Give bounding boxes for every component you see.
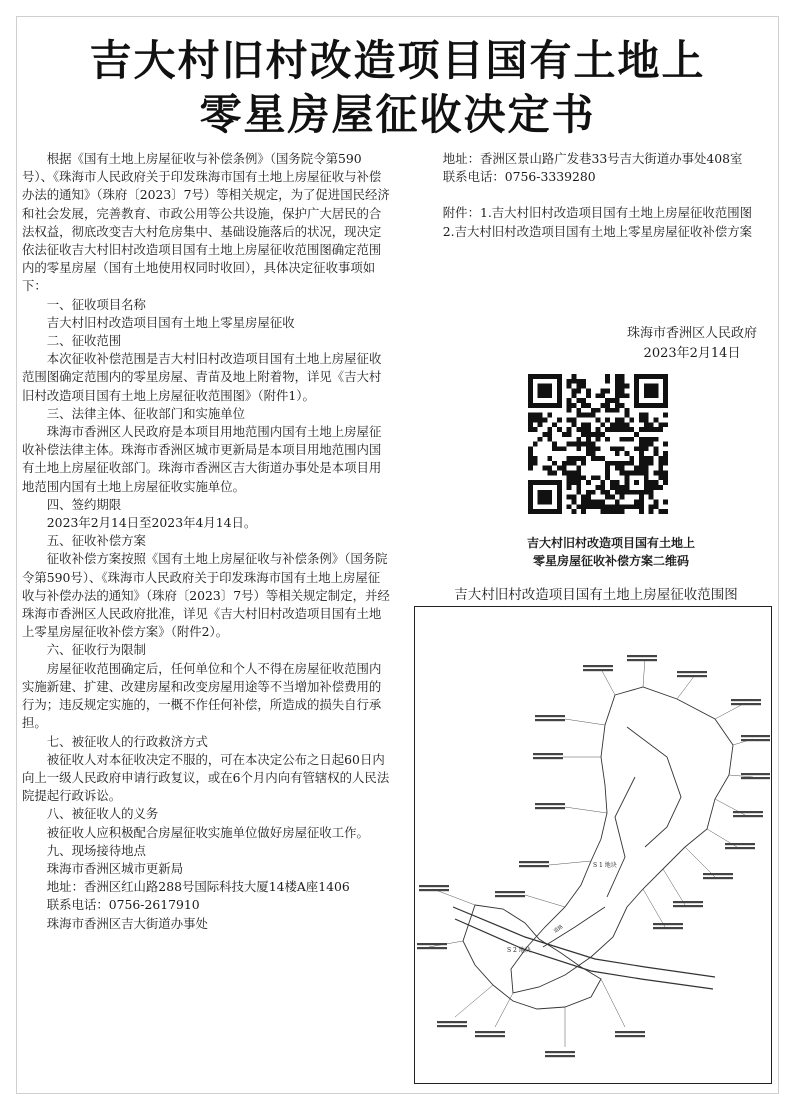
body-paragraph: 地址：香洲区红山路288号国际科技大厦14楼A座1406 bbox=[46, 879, 350, 895]
map-title: 吉大村旧村改造项目国有土地上房屋征收范围图 bbox=[454, 587, 738, 603]
parcel-s1-boundary bbox=[511, 687, 733, 993]
body-paragraph: 珠海市香洲区城市更新局 bbox=[46, 860, 184, 876]
attachment-1: 附件：1.吉大村旧村改造项目国有土地上房屋征收范围图 bbox=[442, 205, 752, 221]
section-heading: 八、被征收人的义务 bbox=[46, 806, 159, 822]
body-paragraph: 房屋征收范围确定后，任何单位和个人不得在房屋征收范围内实施新建、扩建、改建房屋和改变房屋用途等不当增加补偿费用的行为；违反规定实施的，一概不作任何补偿，所造成的损失自行承担。 bbox=[22, 660, 382, 731]
road-line bbox=[453, 907, 715, 977]
attachment-2: 2.吉大村旧村改造项目国有土地上零星房屋征收补偿方案 bbox=[442, 223, 752, 239]
expropriation-scope-map bbox=[414, 606, 772, 1084]
qr-caption-line1: 吉大村旧村改造项目国有土地上 bbox=[526, 536, 695, 550]
office-phone: 联系电话：0756-3339280 bbox=[442, 169, 596, 185]
section-heading: 七、被征收人的行政救济方式 bbox=[46, 733, 208, 749]
section-heading: 五、征收补偿方案 bbox=[46, 533, 146, 549]
section-heading: 三、法律主体、征收部门和实施单位 bbox=[46, 405, 246, 421]
body-paragraph: 吉大村旧村改造项目国有土地上零星房屋征收 bbox=[46, 314, 295, 330]
section-heading: 一、征收项目名称 bbox=[46, 296, 146, 312]
document-title-line1: 吉大村旧村改造项目国有土地上 bbox=[89, 36, 706, 85]
body-paragraph: 被征收人应积极配合房屋征收实施单位做好房屋征收工作。 bbox=[46, 824, 369, 840]
qr-caption-line2: 零星房屋征收补偿方案二维码 bbox=[532, 554, 689, 568]
section-heading: 六、征收行为限制 bbox=[46, 642, 146, 658]
map-drawing bbox=[415, 607, 770, 1082]
signature-date: 2023年2月14日 bbox=[643, 346, 741, 361]
body-paragraph: 本次征收补偿范围是吉大村旧村改造项目国有土地上房屋征收范围图确定范围内的零星房屋、青苗及地上附着物，详见《吉大村旧村改造项目国有土地上房屋征收范围图》（附件1）。 bbox=[22, 351, 382, 403]
body-paragraph: 珠海市香洲区人民政府是本项目用地范围内国有土地上房屋征收补偿法律主体。珠海市香洲区城市更新局是本项目用地范围内国有土地上房屋征收部门。珠海市香洲区吉大街道办事处是本项目用地范围内国有土地上房屋征收实施单位。 bbox=[22, 424, 382, 494]
office-address: 地址：香洲区景山路广发巷33号吉大街道办事处408室 bbox=[442, 151, 743, 166]
section-heading: 九、现场接待地点 bbox=[46, 842, 146, 858]
parcel-s2-boundary bbox=[463, 905, 601, 1009]
map-label-road: 道路 bbox=[552, 923, 565, 935]
left-text-column bbox=[22, 150, 392, 933]
map-label-s2: S 2 地块 bbox=[507, 947, 531, 954]
map-label-s1: S 1 地块 bbox=[593, 862, 617, 869]
body-paragraph: 珠海市香洲区吉大街道办事处 bbox=[46, 915, 208, 931]
body-paragraph: 根据《国有土地上房屋征收与补偿条例》（国务院令第590号）、《珠海市人民政府关于印发珠海市国有土地上房屋征收与补偿办法的通知》（珠府〔2023〕7号）等相关规定，为了促进国民经济和社会发展，完善教育、市政公用等公共设施，保护广大居民的合法权益，彻底改变吉大村危房集中、基础设施落后的状况，现决定依法征收吉大村旧村改造项目国有土地上房屋征收范围图确定范围内的零星房屋（国有土地使用权同时收回），具体决定征收事项如下： bbox=[22, 151, 390, 294]
qr-code-image bbox=[528, 374, 668, 514]
section-heading: 二、征收范围 bbox=[46, 333, 122, 349]
right-text-column bbox=[418, 150, 780, 241]
signature-org: 珠海市香洲区人民政府 bbox=[626, 326, 757, 341]
body-paragraph: 征收补偿方案按照《国有土地上房屋征收与补偿条例》（国务院令第590号）、《珠海市人民政府关于印发珠海市国有土地上房屋征收与补偿办法的通知》（珠府〔2023〕7号）等相关规定制定，并经珠海市香洲区人民政府批准，详见《吉大村旧村改造项目国有土地上零星房屋征收补偿方案》（附件2）。 bbox=[22, 551, 390, 640]
document-title-line2: 零星房屋征收决定书 bbox=[199, 90, 596, 139]
section-heading: 四、签约期限 bbox=[46, 496, 122, 512]
body-paragraph: 被征收人对本征收决定不服的，可在本决定公布之日起60日内向上一级人民政府申请行政复议，或在6个月内向有管辖权的人民法院提起行政诉讼。 bbox=[22, 751, 390, 804]
body-paragraph: 2023年2月14日至2023年4月14日。 bbox=[46, 515, 257, 531]
body-paragraph: 联系电话：0756-2617910 bbox=[46, 897, 200, 913]
